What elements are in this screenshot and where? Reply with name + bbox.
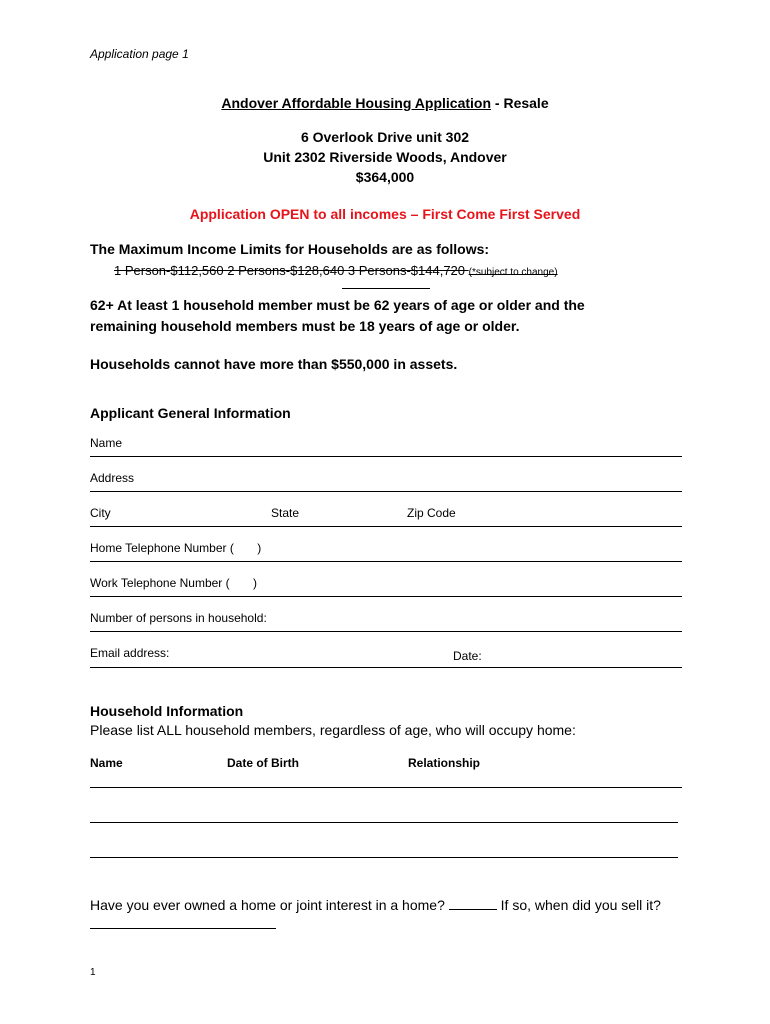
asset-limit: Households cannot have more than $550,000 in assets.: [90, 356, 458, 372]
city-state-zip-row[interactable]: [90, 502, 682, 527]
ownership-question-part2: If so, when did you sell it?: [500, 897, 661, 913]
income-limits-note: (*subject to change): [468, 267, 558, 278]
household-heading: Household Information: [90, 703, 244, 719]
city-label: City: [90, 506, 111, 520]
column-header-relationship: Relationship: [408, 756, 481, 770]
date-label: Date:: [453, 649, 482, 663]
page-number: 1: [90, 967, 96, 978]
household-instructions: Please list ALL household members, regardless of age, who will occupy home:: [90, 722, 576, 738]
running-header: Application page 1: [90, 47, 189, 61]
name-label: Name: [90, 436, 123, 450]
state-label: State: [271, 506, 300, 520]
page-title: [0, 95, 770, 111]
income-limits-values: 1 Person-$112,560 2 Persons-$128,640 3 Persons-$144,720: [114, 263, 469, 278]
work-phone-label: Work Telephone Number ( ): [90, 576, 257, 590]
address-field[interactable]: [90, 467, 682, 492]
sold-date-blank[interactable]: [90, 928, 276, 929]
age-requirement-line1: 62+ At least 1 household member must be 62 years of age or older and the: [90, 297, 585, 313]
household-size-field[interactable]: [90, 607, 682, 632]
zip-label: Zip Code: [407, 506, 456, 520]
property-address-line2: Unit 2302 Riverside Woods, Andover: [263, 149, 507, 165]
title-suffix: - Resale: [491, 95, 549, 111]
address-label: Address: [90, 471, 135, 485]
home-phone-field[interactable]: [90, 537, 682, 562]
ownership-question: [90, 896, 690, 934]
household-member-row[interactable]: [90, 787, 682, 788]
property-price: $364,000: [355, 169, 415, 185]
home-phone-label: Home Telephone Number ( ): [90, 541, 262, 555]
applicant-heading: Applicant General Information: [90, 405, 291, 421]
owned-home-blank[interactable]: [449, 909, 497, 910]
household-info: [90, 702, 576, 740]
column-header-dob: Date of Birth: [227, 756, 299, 770]
income-limits-heading: The Maximum Income Limits for Households are as follows:: [90, 241, 490, 257]
name-field[interactable]: [90, 432, 682, 457]
income-limits: [114, 263, 558, 278]
email-label: Email address:: [90, 646, 170, 660]
household-size-label: Number of persons in household:: [90, 611, 267, 625]
household-member-row[interactable]: [90, 822, 678, 823]
work-phone-field[interactable]: [90, 572, 682, 597]
open-notice: Application OPEN to all incomes – First Come First Served: [189, 206, 581, 222]
divider: [342, 288, 430, 289]
household-member-row[interactable]: [90, 857, 678, 858]
property-address-line1: 6 Overlook Drive unit 302: [300, 129, 470, 145]
column-header-name: Name: [90, 756, 123, 770]
title-main: Andover Affordable Housing Application: [221, 95, 492, 111]
age-requirement-line2: remaining household members must be 18 years of age or older.: [90, 318, 520, 334]
ownership-question-part1: Have you ever owned a home or joint interest in a home?: [90, 897, 445, 913]
email-date-row[interactable]: [90, 643, 682, 668]
